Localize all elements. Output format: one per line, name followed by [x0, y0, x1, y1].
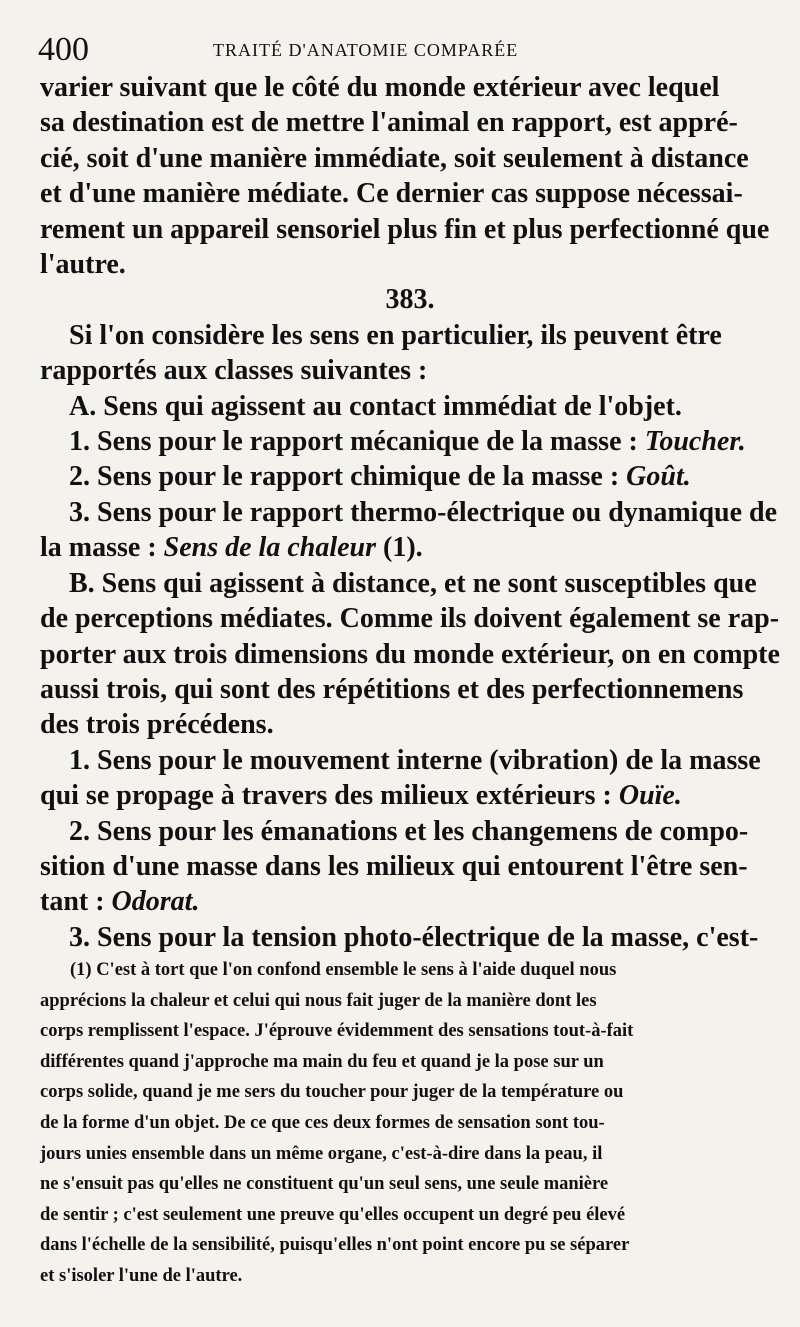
footnote-line: et s'isoler l'une de l'autre. — [40, 1265, 243, 1286]
footnote-line: corps remplissent l'espace. J'éprouve évidemment des sensations tout-à-fait — [40, 1021, 634, 1042]
list-item-continuation: sition d'une masse dans les milieux qui entourent l'être sen- — [40, 850, 748, 882]
list-item: 3. Sens pour la tension photo-électrique de la masse, c'est- — [69, 921, 759, 953]
section-number: 383. — [385, 284, 435, 316]
sense-name: Goût. — [626, 461, 691, 493]
body-line: rement un appareil sensoriel plus fin et plus perfectionné que — [40, 213, 770, 245]
body-line: et d'une manière médiate. Ce dernier cas suppose nécessai- — [40, 178, 743, 210]
footnote-line: dans l'échelle de la sensibilité, puisqu'elles n'ont point encore pu se séparer — [40, 1235, 630, 1256]
sense-name: Toucher. — [644, 426, 746, 458]
footnote-line: jours unies ensemble dans un même organe, c'est-à-dire dans la peau, il — [40, 1143, 603, 1164]
page-number: 400 — [38, 31, 89, 68]
body-text — [40, 70, 780, 955]
body-line: aussi trois, qui sont des répétitions et des perfectionnemens — [40, 673, 744, 705]
list-item: 2. Sens pour les émanations et les changemens de compo- — [69, 815, 749, 847]
footnote-line: apprécions la chaleur et celui qui nous fait juger de la manière dont les — [40, 990, 597, 1011]
class-heading-a: A. Sens qui agissent au contact immédiat de l'objet. — [69, 390, 682, 422]
list-item-text: la masse : — [40, 532, 164, 564]
footnote-line: différentes quand j'approche ma main du feu et quand je la pose sur un — [40, 1051, 604, 1072]
footnote-line: de la forme d'un objet. De ce que ces deux formes de sensation sont tou- — [40, 1112, 605, 1133]
list-item-text: 2. Sens pour le rapport chimique de la masse : — [69, 461, 627, 493]
body-line: de perceptions médiates. Comme ils doivent également se rap- — [40, 603, 780, 635]
list-item-text: qui se propage à travers des milieux extérieurs : — [40, 780, 619, 812]
sense-name: Sens de la chaleur — [163, 532, 377, 564]
body-line: varier suivant que le côté du monde extérieur avec lequel — [40, 72, 720, 103]
list-item: 3. Sens pour le rapport thermo-électrique ou dynamique de — [69, 496, 778, 528]
footnote-line: de sentir ; c'est seulement une preuve qu'elles occupent un degré peu élevé — [40, 1204, 626, 1225]
body-line: l'autre. — [40, 249, 126, 281]
footnote-line: (1) C'est à tort que l'on confond ensemble le sens à l'aide duquel nous — [70, 960, 617, 980]
sense-name: Odorat. — [111, 886, 200, 918]
running-title: TRAITÉ D'ANATOMIE COMPARÉE — [213, 40, 519, 60]
body-line: rapportés aux classes suivantes : — [40, 355, 428, 387]
list-item — [40, 424, 752, 459]
list-item — [40, 459, 752, 494]
page-header — [38, 30, 760, 70]
list-item-text: 1. Sens pour le rapport mécanique de la masse : — [69, 426, 645, 458]
list-item-text: tant : — [40, 886, 112, 918]
body-line: Si l'on considère les sens en particulier, ils peuvent être — [69, 319, 722, 351]
body-line: cié, soit d'une manière immédiate, soit seulement à distance — [40, 142, 749, 174]
footnote-reference: (1). — [376, 532, 423, 564]
body-line: porter aux trois dimensions du monde extérieur, on en compte — [40, 638, 780, 670]
footnote-line: ne s'ensuit pas qu'elles ne constituent qu'un seul sens, une seule manière — [40, 1174, 609, 1195]
list-item-continuation — [40, 530, 752, 565]
list-item-continuation — [40, 884, 752, 919]
list-item-continuation — [40, 778, 752, 813]
body-line: des trois précédens. — [40, 709, 274, 741]
sense-name: Ouïe. — [618, 780, 682, 812]
footnote — [40, 955, 755, 1292]
footnote-line: corps solide, quand je me sers du toucher pour juger de la température ou — [40, 1082, 624, 1103]
body-line: sa destination est de mettre l'animal en rapport, est appré- — [40, 107, 738, 139]
list-item: 1. Sens pour le mouvement interne (vibration) de la masse — [69, 744, 761, 776]
class-heading-b: B. Sens qui agissent à distance, et ne sont susceptibles que — [69, 567, 757, 599]
